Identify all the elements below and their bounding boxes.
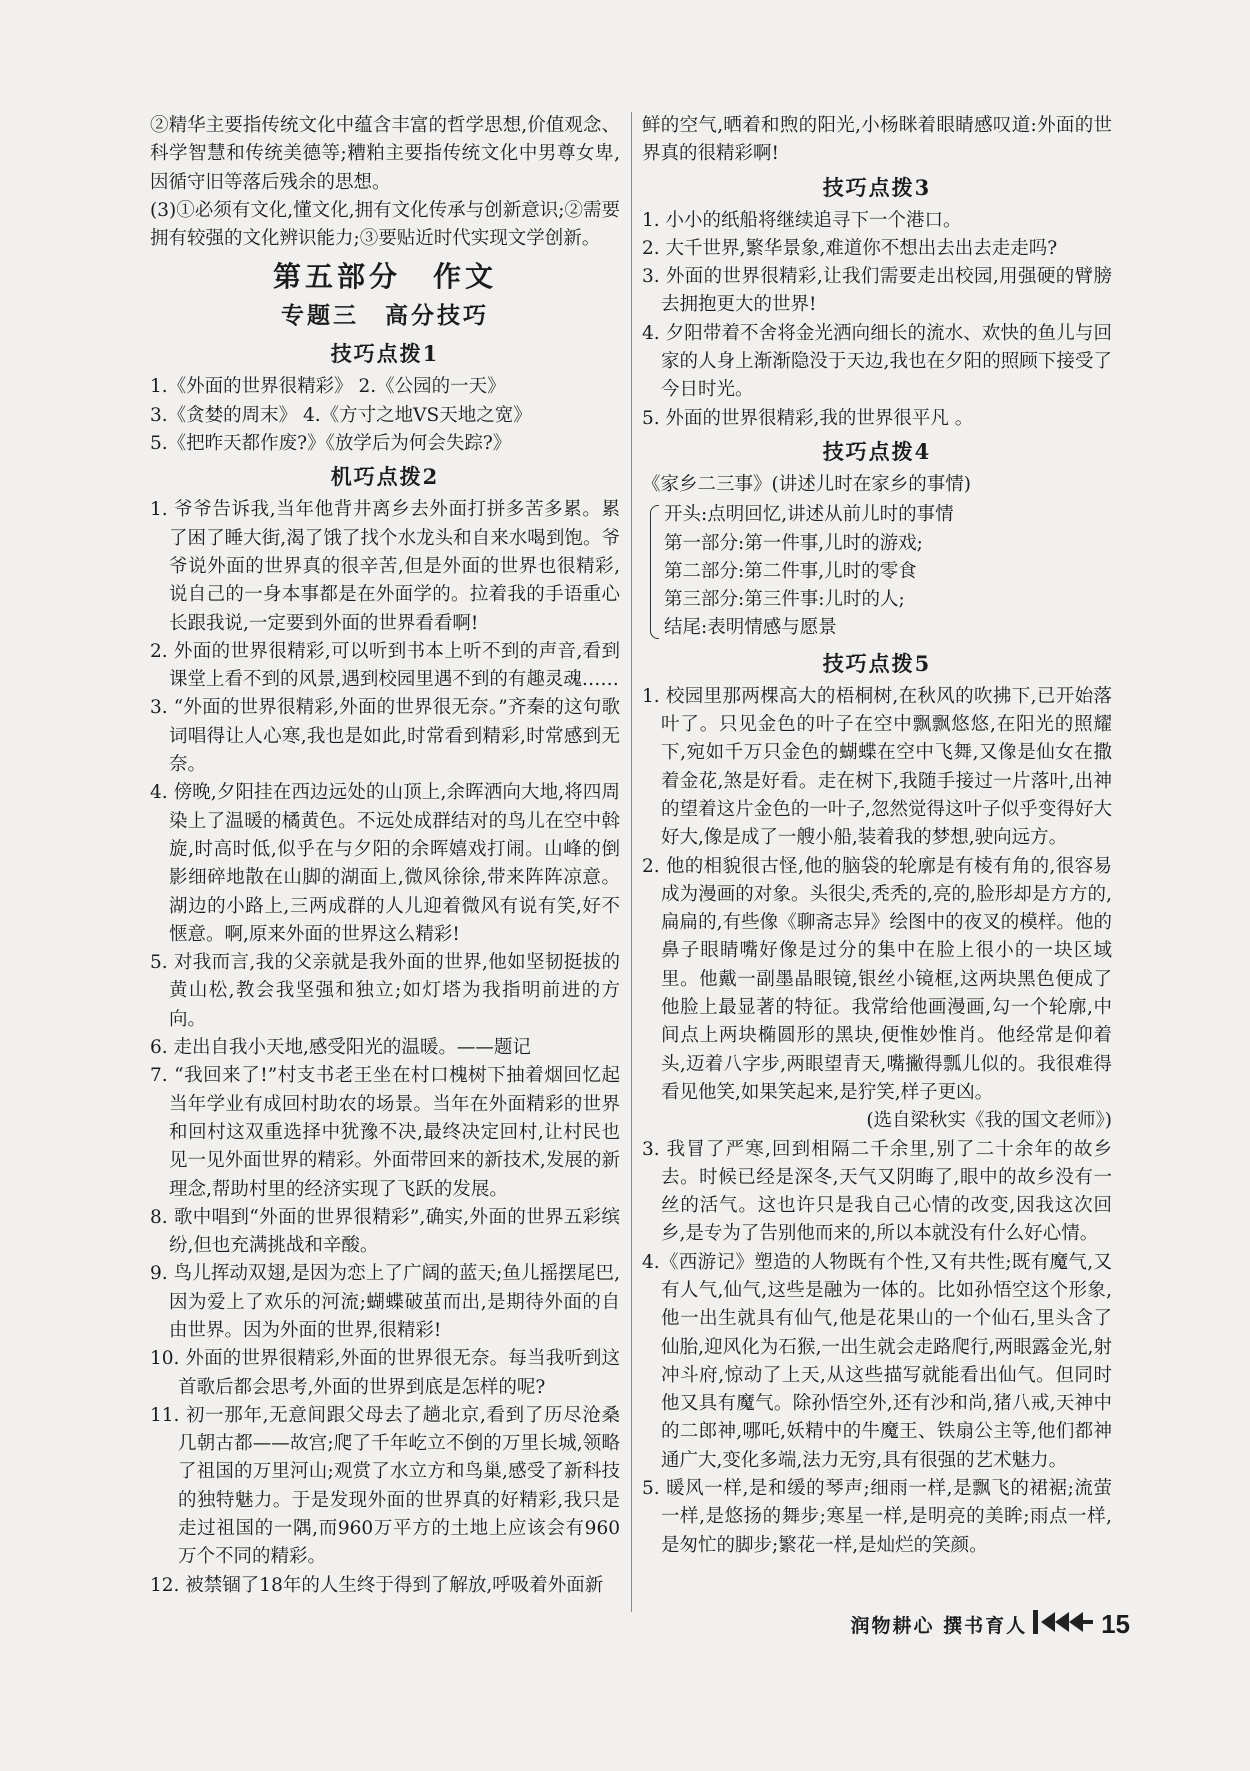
page-number: 15 [1101, 1608, 1130, 1639]
essay-title-line: 《家乡二三事》(讲述儿时在家乡的事情) [642, 473, 971, 495]
section-heading: 技巧点拨5 [822, 650, 932, 676]
list-item: 1.《外面的世界很精彩》 2.《公园的一天》 [150, 376, 506, 398]
list-item: 8. 歌中唱到“外面的世界很精彩”,确实,外面的世界五彩缤纷,但也充满挑战和辛酸。 [150, 1206, 620, 1257]
list-item: 1. 小小的纸船将继续追寻下一个港口。 [642, 209, 962, 231]
page-footer [850, 1607, 1130, 1641]
list-item: 1. 校园里那两棵高大的梧桐树,在秋风的吹拂下,已开始落叶了。只见金色的叶子在空中飘飘悠悠,在阳光的照耀下,宛如千万只金色的蝴蝶在空中飞舞,又像是仙女在撒着金花,煞是好看。走在树下,我随手接过一片落叶,出神的望着这片金色的一叶子,忽然觉得这叶子似乎变得好大好大,像是成了一艘小船,装着我的梦想,驶向远方。 [642, 685, 1112, 849]
list-item: 5. 外面的世界很精彩,我的世界很平凡 。 [642, 407, 974, 429]
outline-brace [650, 505, 659, 638]
list-item: 3.《贪婪的周末》 4.《方寸之地VS天地之宽》 [150, 404, 532, 426]
outline-row: 第三部分:第三件事:儿时的人; [664, 589, 905, 611]
list-item: 2. 外面的世界很精彩,可以听到书本上听不到的声音,看到课堂上看不到的风景,遇到校园里遇不到的有趣灵魂…… [150, 640, 620, 691]
continuation-text: 鲜的空气,晒着和煦的阳光,小杨眯着眼睛感叹道:外面的世界真的很精彩啊! [642, 115, 1112, 165]
list-item: 5.《把昨天都作废?》《放学后为何会失踪?》 [150, 433, 512, 455]
section-heading: 技巧点拨1 [330, 341, 440, 367]
left-column [150, 112, 620, 1600]
outline-row: 第一部分:第一件事,儿时的游戏; [664, 532, 923, 554]
list-item: 11. 初一那年,无意间跟父母去了趟北京,看到了历尽沧桑几朝古都——故宫;爬了千年屹立不倒的万里长城,领略了祖国的万里河山;观赏了水立方和鸟巢,感受了新科技的独特魅力。于是发现外面的世界真的好精彩,我只是走过祖国的一隅,而960万平方的土地上应该会有960万个不同的精彩。 [150, 1404, 620, 1568]
topic-title: 专题三 高分技巧 [281, 302, 489, 330]
list-item: 5. 暖风一样,是和缓的琴声;细雨一样,是飘飞的裙裾;流萤一样,是悠扬的舞步;寒星一样,是明亮的美眸;雨点一样,是匆忙的脚步;繁花一样,是灿烂的笑颜。 [642, 1478, 1112, 1556]
section-heading: 技巧点拨4 [822, 438, 932, 464]
list-item: 3. 我冒了严寒,回到相隔二千余里,别了二十余年的故乡去。时候已经是深冬,天气又阴晦了,眼中的故乡没有一丝的活气。这也许只是我自己心情的改变,因我这次回乡,是专为了告别他而来的,所以本就没有什么好心情。 [642, 1138, 1112, 1245]
paragraph: ②精华主要指传统文化中蕴含丰富的哲学思想,价值观念、科学智慧和传统美德等;糟粕主要指传统文化中男尊女卑,因循守旧等落后残余的思想。 [150, 115, 620, 193]
section-heading: 技巧点拨3 [822, 174, 932, 200]
list-item: 1. 爷爷告诉我,当年他背井离乡去外面打拼多苦多累。累了困了睡大街,渴了饿了找个水龙头和自来水喝到饱。爷爷说外面的世界真的很辛苦,但是外面的世界也很精彩,说自己的一身本事都是在外面学的。拉着我的手语重心长跟我说,一定要到外面的世界看看啊! [150, 499, 620, 634]
outline-row: 结尾:表明情感与愿景 [664, 617, 837, 639]
list-item: 5. 对我而言,我的父亲就是我外面的世界,他如坚韧挺拔的黄山松,教会我坚强和独立;如灯塔为我指明前进的方向。 [150, 952, 620, 1030]
part-title: 第五部分 作文 [272, 260, 497, 294]
back-arrows-icon [1033, 1610, 1093, 1638]
outline-row: 第二部分:第二件事,儿时的零食 [664, 560, 917, 582]
right-column [642, 112, 1112, 1560]
list-item: 6. 走出自我小天地,感受阳光的温暖。——题记 [150, 1037, 531, 1059]
list-item: 3. 外面的世界很精彩,让我们需要走出校园,用强硬的臂膀去拥抱更大的世界! [642, 266, 1112, 316]
list-item: 2. 大千世界,繁华景象,难道你不想出去出去走走吗? [642, 237, 1058, 259]
list-item: 4. 夕阳带着不舍将金光洒向细长的流水、欢快的鱼儿与回家的人身上渐渐隐没于天边,我也在夕阳的照顾下接受了今日时光。 [642, 322, 1112, 401]
list-item: 7. “我回来了!”村支书老王坐在村口槐树下抽着烟回忆起当年学业有成回村助农的场景。当年在外面精彩的世界和回村这双重选择中犹豫不决,最终决定回村,让村民也见一见外面世界的精彩。外面带回来的新技术,发展的新理念,帮助村里的经济实现了飞跃的发展。 [150, 1065, 620, 1200]
section-heading: 机巧点拨2 [330, 464, 440, 490]
list-item: 4. 傍晚,夕阳挂在西边远处的山顶上,余晖洒向大地,将四周染上了温暖的橘黄色。不远处成群结对的鸟儿在空中斡旋,时高时低,似乎在与夕阳的余晖嬉戏打闹。山峰的倒影细碎地散在山脚的湖面上,微风徐徐,带来阵阵凉意。湖边的小路上,三两成群的人儿迎着微风有说有笑,好不惬意。啊,原来外面的世界这么精彩! [150, 782, 620, 945]
essay-outline [650, 501, 1112, 642]
list-item: 2. 他的相貌很古怪,他的脑袋的轮廓是有棱有角的,很容易成为漫画的对象。头很尖,秃秃的,亮的,脸形却是方方的,扁扁的,有些像《聊斋志异》绘图中的夜叉的模样。他的鼻子眼睛嘴好像是过分的集中在脸上很小的一块区域里。他戴一副墨晶眼镜,银丝小镜框,这两块黑色便成了他脸上最显著的特征。我常给他画漫画,勾一个轮廓,中间点上两块椭圆形的黑块,便惟妙惟肖。他经常是仰着头,迈着八字步,两眼望青天,嘴撇得瓢儿似的。我很难得看见他笑,如果笑起来,是狞笑,样子更凶。 [642, 855, 1112, 1103]
source-citation: (选自梁秋实《我的国文老师》) [866, 1110, 1112, 1132]
column-divider [631, 112, 632, 1612]
list-item: 12. 被禁锢了18年的人生终于得到了解放,呼吸着外面新 [150, 1574, 604, 1596]
list-item: 3. “外面的世界很精彩,外面的世界很无奈。”齐秦的这句歌词唱得让人心寒,我也是如此,时常看到精彩,时常感到无奈。 [150, 697, 620, 776]
footer-motto: 润物耕心 撰书育人 [850, 1614, 1028, 1637]
list-item: 9. 鸟儿挥动双翅,是因为恋上了广阔的蓝天;鱼儿摇摆尾巴,因为爱上了欢乐的河流;蝴蝶破茧而出,是期待外面的自由世界。因为外面的世界,很精彩! [150, 1263, 620, 1341]
paragraph: (3)①必须有文化,懂文化,拥有文化传承与创新意识;②需要拥有较强的文化辨识能力;③要贴近时代实现文学创新。 [150, 199, 620, 250]
list-item: 10. 外面的世界很精彩,外面的世界很无奈。每当我听到这首歌后都会思考,外面的世界到底是怎样的呢? [150, 1348, 620, 1398]
list-item: 4.《西游记》塑造的人物既有个性,又有共性;既有魔气,又有人气,仙气,这些是融为一体的。比如孙悟空这个形象,他一出生就具有仙气,他是花果山的一个仙石,里头含了仙胎,迎风化为石猴,一出生就会走路爬行,两眼露金光,射冲斗府,惊动了上天,从这些描写就能看出仙气。但同时他又具有魔气。除孙悟空外,还有沙和尚,猪八戒,天神中的二郎神,哪吒,妖精中的牛魔王、铁扇公主等,他们都神通广大,变化多端,法力无穷,具有很强的艺术魅力。 [642, 1251, 1112, 1471]
outline-row: 开头:点明回忆,讲述从前儿时的事情 [664, 504, 954, 526]
